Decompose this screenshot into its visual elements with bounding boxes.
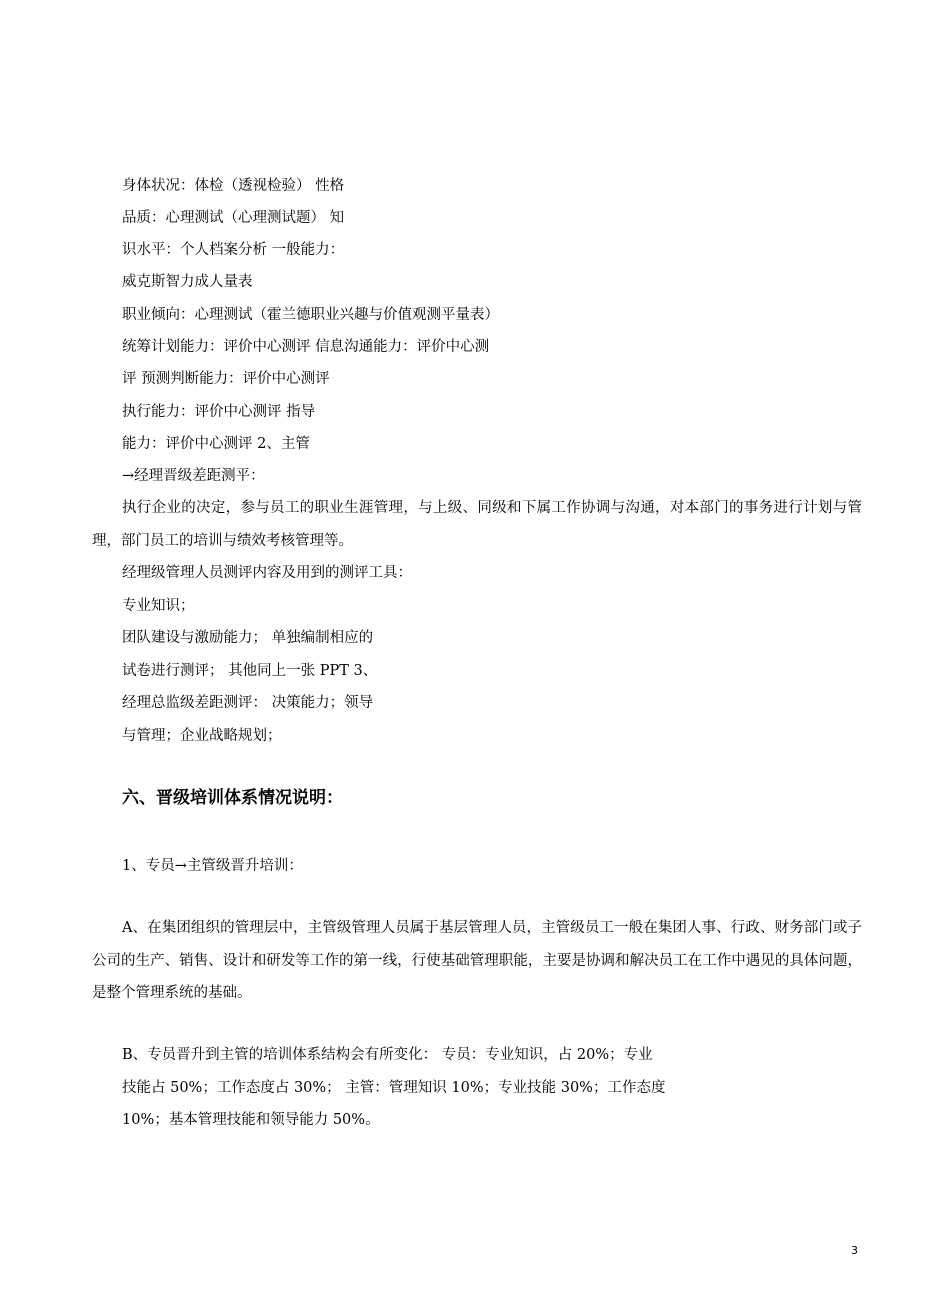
text-line: 身体状况：体检（透视检验） 性格 — [122, 178, 345, 194]
list-item-title: 1、专员→主管级晋升培训： — [122, 858, 303, 874]
text-line: 经理级管理人员测评内容及用到的测评工具： — [122, 565, 412, 581]
text-line: 识水平：个人档案分析 一般能力： — [122, 242, 345, 258]
text-line: 威克斯智力成人量表 — [122, 274, 253, 290]
text-line: 专业知识； — [122, 598, 195, 614]
text-line: 技能占 50%；工作态度占 30%； 主管：管理知识 10%；专业技能 30%；工作态度 — [122, 1080, 666, 1096]
paragraph-manager-duties: 执行企业的决定，参与员工的职业生涯管理，与上级、同级和下属工作协调与沟通，对本部门的事务进行计划与管理，部门员工的培训与绩效考核管理等。 — [92, 500, 862, 549]
text-line: 团队建设与激励能力； 单独编制相应的 — [122, 630, 374, 646]
text-line: 10%；基本管理技能和领导能力 50%。 — [122, 1112, 380, 1128]
text-line: →经理晋级差距测平： — [122, 468, 265, 484]
text-line: 品质：心理测试（心理测试题） 知 — [122, 210, 345, 226]
text-line: 试卷进行测评； 其他同上一张 PPT 3、 — [122, 663, 378, 679]
text-line: 职业倾向：心理测试（霍兰德职业兴趣与价值观测平量表） — [122, 307, 499, 323]
text-line: B、专员晋升到主管的培训体系结构会有所变化： 专员：专业知识，占 20%；专业 — [122, 1047, 653, 1063]
text-line: 能力：评价中心测评 2、主管 — [122, 436, 310, 452]
text-line: 评 预测判断能力：评价中心测评 — [122, 371, 330, 387]
page-number: 3 — [851, 1244, 858, 1257]
text-line: 执行能力：评价中心测评 指导 — [122, 404, 316, 420]
text-line: 与管理；企业战略规划； — [122, 728, 282, 744]
text-line: 经理总监级差距测评： 决策能力；领导 — [122, 695, 374, 711]
section-heading: 六、晋级培训体系情况说明： — [122, 788, 343, 808]
paragraph-a: A、在集团组织的管理层中，主管级管理人员属于基层管理人员，主管级员工一般在集团人事、行政、财务部门或子公司的生产、销售、设计和研发等工作的第一线，行使基础管理职能，主要是协调和解决员工在工作中遇见的具体问题，是整个管理系统的基础。 — [92, 920, 862, 1001]
text-line: 统筹计划能力：评价中心测评 信息沟通能力：评价中心测 — [122, 339, 490, 355]
